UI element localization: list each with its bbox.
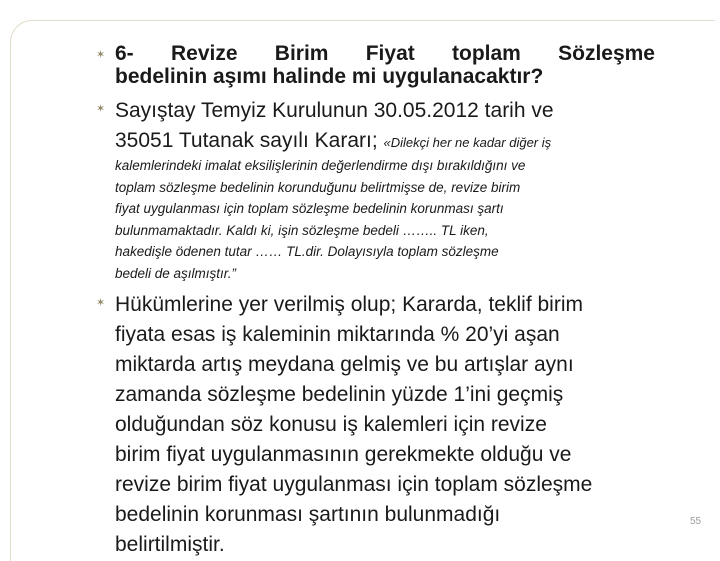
bullet-icon: ✶ [96,103,106,115]
bullet-icon: ✶ [96,297,106,309]
rulings-line: zamanda sözleşme bedelinin yüzde 1’ini geçmiş [115,383,564,406]
decision-line-1: Sayıştay Temyiz Kurulunun 30.05.2012 tarih ve [115,99,554,122]
rulings-line: miktarda artış meydana gelmiş ve bu artışlar aynı [115,353,574,376]
rulings-line: fiyata esas iş kaleminin miktarında % 20’yi aşan [115,323,560,346]
quote-line: toplam sözleşme bedelinin korunduğunu belirtmişse de, revize birim [115,179,521,195]
rulings-paragraph [115,290,675,560]
question-line-2: bedelinin aşımı halinde mi uygulanacaktır? [115,65,544,88]
rulings-line: bedelinin korunması şartının bulunmadığı [115,503,501,526]
page-number: 55 [690,516,702,527]
quote-line: kalemlerindeki imalat eksilişlerinin değerlendirme dışı bırakıldığını ve [115,158,526,173]
quote-line: hakedişle ödenen tutar …… TL.dir. Dolayısıyla toplam sözleşme [115,244,499,260]
decision-quote [115,155,660,285]
rulings-line: revize birim fiyat uygulanması için toplam sözleşme [115,473,593,496]
quote-line: fiyat uygulanması için toplam sözleşme bedelinin korunması şartı [115,201,504,217]
rulings-line: Hükümlerine yer verilmiş olup; Kararda, teklif birim [115,293,583,316]
question-line-1-text: Revize Birim Fiyat toplam Sözleşme [170,42,655,65]
quote-line: bedeli de aşılmıştır.” [115,265,237,281]
rulings-line: belirtilmiştir. [115,533,225,556]
bullet-icon: ✶ [96,49,106,61]
question-line-1 [115,42,655,65]
rulings-line: olduğundan söz konusu iş kalemleri için revize [115,413,547,436]
quote-start: «Dilekçi her ne kadar diğer iş [383,135,552,150]
rulings-line: birim fiyat uygulanmasının gerekmekte olduğu ve [115,443,572,466]
quote-line: bulunmamaktadır. Kaldı ki, işin sözleşme bedeli …….. TL iken, [115,222,489,238]
question-number: 6- [115,42,134,65]
decision-reference: 35051 Tutanak sayılı Kararı; [115,129,378,152]
decision-line-2 [115,126,551,158]
